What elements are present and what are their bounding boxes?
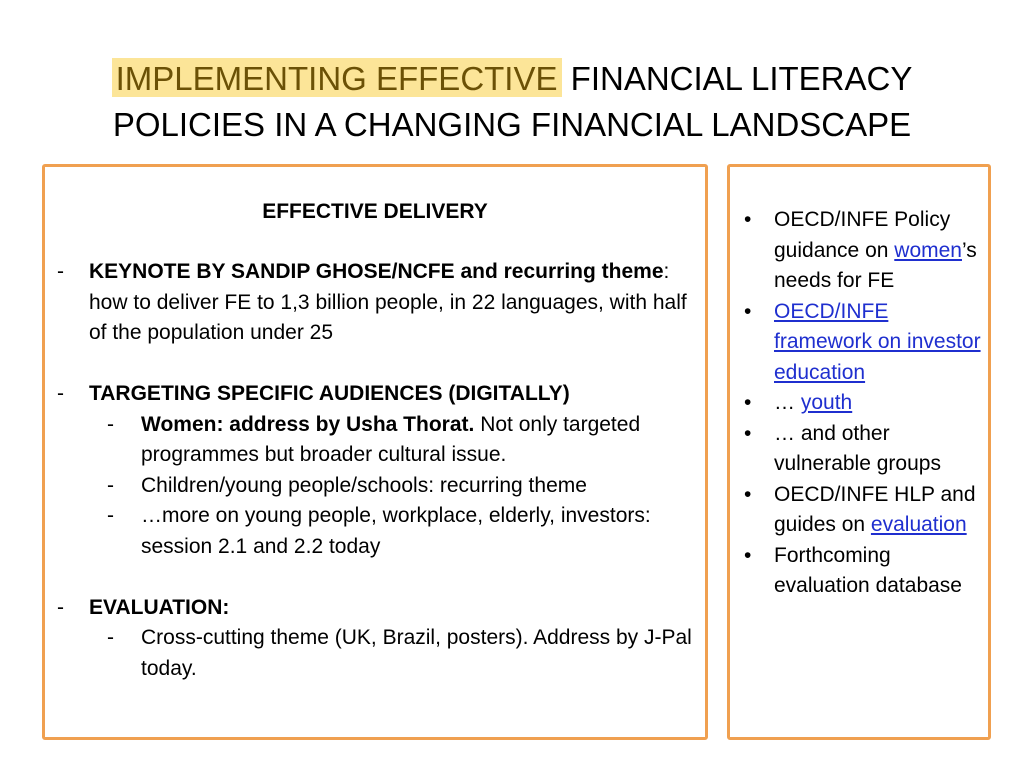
resources-list (740, 205, 988, 602)
children-text: Children/young people/schools: recurring theme (141, 473, 587, 497)
slide-title (0, 56, 1024, 148)
bullet-policy-guidance (740, 205, 988, 297)
bullet-marker: • (744, 299, 752, 323)
policy-guidance-suffix: ’s needs for FE (774, 238, 977, 292)
targeting-bold: TARGETING SPECIFIC AUDIENCES (DIGITALLY) (89, 382, 570, 405)
women-text: Not only targeted programmes but broader cultural issue. (141, 412, 641, 466)
bullet-marker: • (744, 391, 752, 414)
bullet-vulnerable-groups (740, 419, 988, 480)
vulnerable-groups-text: … and other vulnerable groups (774, 421, 941, 475)
more-text: …more on young people, workplace, elderly, investors: session 2.1 and 2.2 today (141, 504, 651, 558)
bullet-evaluation-database (740, 541, 988, 602)
keynote-text: : how to deliver FE to 1,3 billion people, in 22 languages, with half of the population under 25 (89, 260, 687, 344)
bullet-marker: • (744, 421, 752, 445)
bullet-hlp-guides (740, 480, 988, 541)
effective-delivery-heading: EFFECTIVE DELIVERY (262, 200, 488, 223)
delivery-list (57, 257, 697, 715)
list-item-keynote (57, 257, 697, 349)
title-line1-rest: FINANCIAL LITERACY (570, 60, 913, 97)
bullet-marker: • (744, 482, 752, 506)
crosscutting-text: Cross-cutting theme (UK, Brazil, posters). Address by J-Pal today. (141, 626, 692, 680)
sub-item-women (57, 410, 697, 471)
dash-marker: - (57, 260, 64, 283)
youth-link[interactable]: youth (800, 391, 853, 414)
dash-marker: - (107, 626, 114, 649)
dash-marker: - (107, 473, 114, 497)
women-bold: Women: address by Usha Thorat. (141, 412, 475, 436)
evaluation-bold: EVALUATION: (89, 595, 230, 619)
title-line2: POLICIES IN A CHANGING FINANCIAL LANDSCAPE (112, 106, 912, 143)
dash-marker: - (107, 412, 114, 436)
bullet-marker: • (744, 208, 752, 231)
youth-prefix: … (774, 391, 801, 414)
investor-education-link[interactable]: OECD/INFE framework on investor education (774, 299, 981, 384)
keynote-bold: KEYNOTE BY SANDIP GHOSE/NCFE and recurring theme (89, 260, 664, 283)
sub-item-more (57, 501, 697, 562)
bullet-youth (740, 388, 988, 419)
resources-box (727, 164, 991, 740)
effective-delivery-box (42, 164, 708, 740)
bullet-investor-framework (740, 297, 988, 389)
dash-marker: - (107, 504, 114, 527)
policy-guidance-text: OECD/INFE Policy guidance on (774, 208, 951, 262)
dash-marker: - (57, 595, 64, 619)
sub-item-crosscutting (57, 623, 697, 684)
title-highlight: IMPLEMENTING EFFECTIVE (112, 58, 562, 97)
dash-marker: - (57, 382, 64, 405)
hlp-guides-text: OECD/INFE HLP and guides on (774, 482, 976, 536)
list-item-targeting (57, 379, 697, 562)
bullet-marker: • (744, 543, 752, 567)
sub-item-children (57, 471, 697, 502)
list-item-evaluation (57, 593, 697, 685)
evaluation-link[interactable]: evaluation (870, 513, 967, 536)
evaluation-database-text: Forthcoming evaluation database (774, 543, 962, 597)
women-link[interactable]: women (894, 238, 962, 262)
